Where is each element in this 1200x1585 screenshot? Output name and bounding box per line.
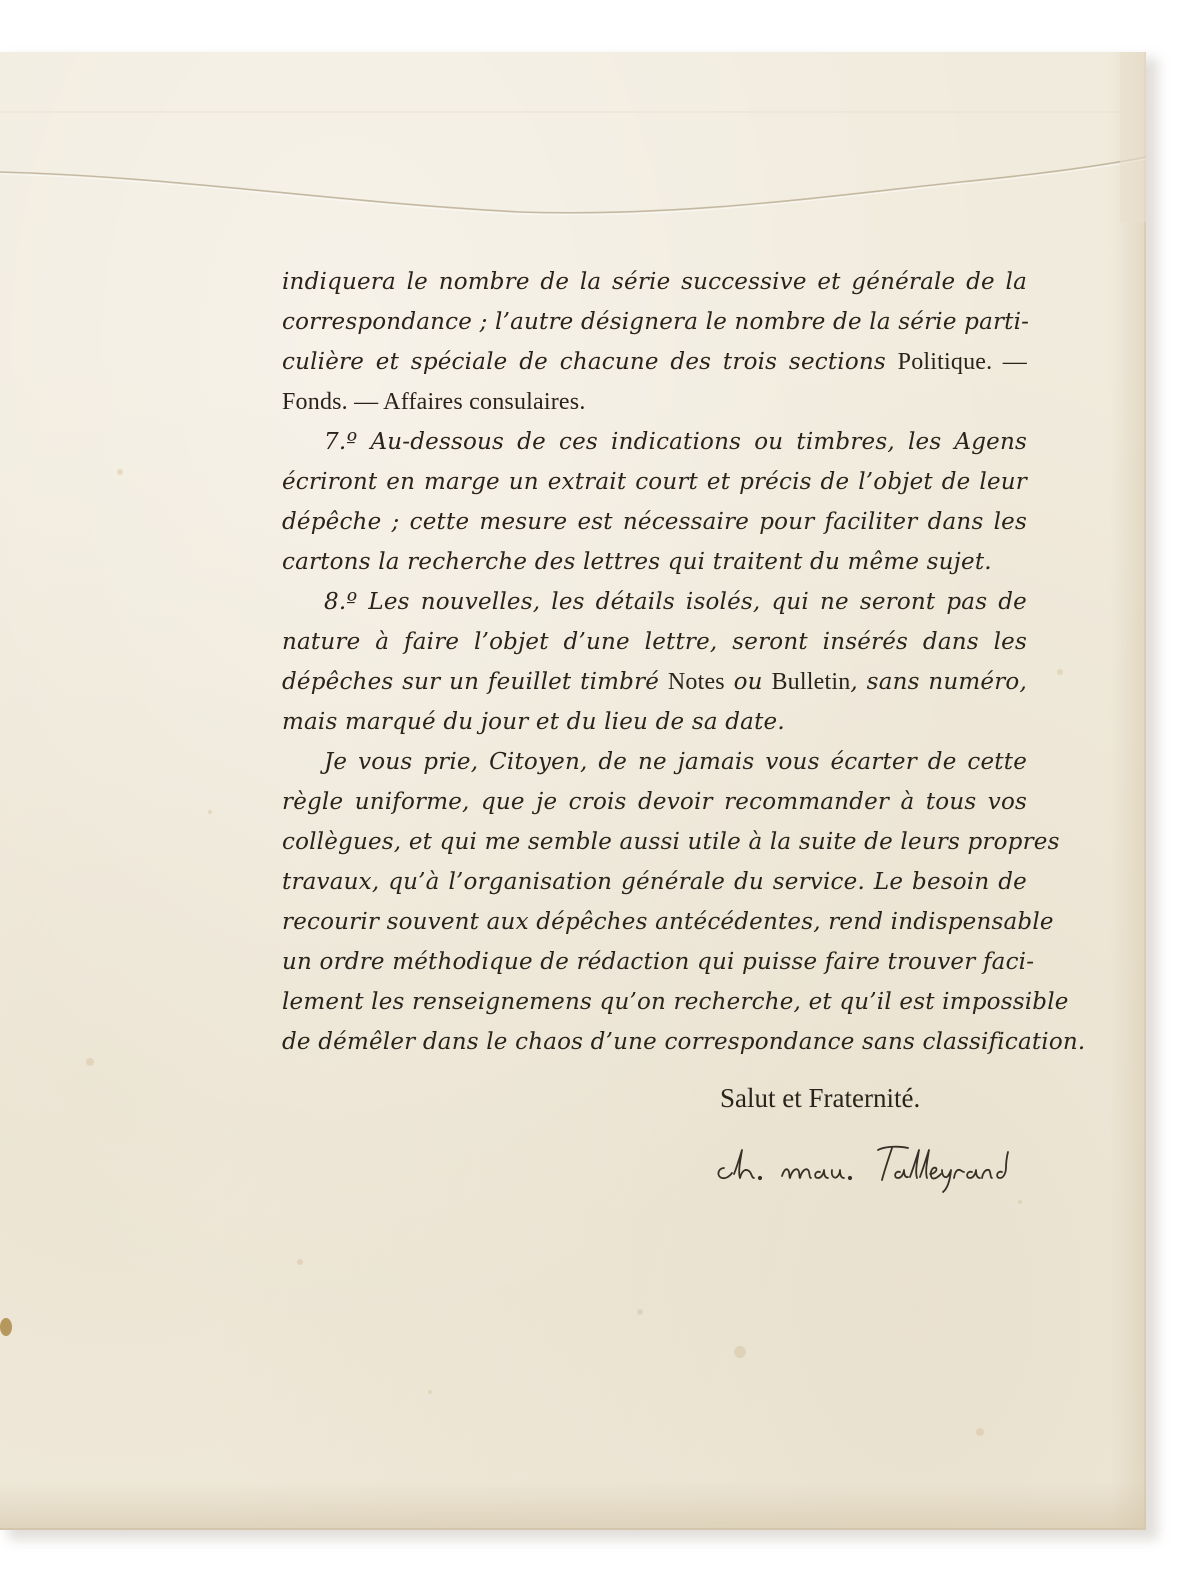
italic-text: règle uniforme, que je crois devoir recommander à tous vos — [282, 789, 1027, 815]
italic-text: dépêches sur un feuillet timbré — [282, 669, 668, 695]
italic-text: cartons la recherche des lettres qui traitent du même sujet. — [282, 549, 992, 575]
italic-text: correspondance ; l’autre désignera le nombre de la série parti- — [282, 309, 1030, 335]
italic-text: de démêler dans le chaos d’une correspondance sans classification. — [282, 1029, 1086, 1055]
italic-text: lement les renseignemens qu’on recherche, et qu’il est impossible — [282, 989, 1069, 1015]
letter-line — [282, 822, 1060, 862]
italic-text: travaux, qu’à l’organisation générale du service. Le besoin de — [282, 869, 1027, 895]
letter-line — [282, 582, 1027, 622]
roman-text: Bulletin — [771, 669, 851, 695]
letter-line — [282, 262, 1027, 302]
italic-text: un ordre méthodique de rédaction qui puisse faire trouver faci- — [282, 949, 1035, 975]
letter-line — [282, 862, 1027, 902]
letter-line — [282, 542, 1027, 582]
roman-text: Notes — [667, 669, 725, 695]
letter-line — [282, 782, 1027, 822]
italic-text: 7.º Au-dessous de ces indications ou timbres, les Agens — [324, 429, 1027, 455]
italic-text: nature à faire l’objet d’une lettre, seront insérés dans les — [282, 629, 1027, 655]
letter-line — [282, 742, 1027, 782]
letter-line — [282, 702, 1027, 742]
letter-line — [282, 382, 1027, 422]
italic-text: collègues, et qui me semble aussi utile à la suite de leurs propres — [282, 829, 1060, 855]
letter-line — [282, 942, 1035, 982]
italic-text: indiquera le nombre de la série successive et générale de la — [282, 269, 1027, 295]
letter-line — [282, 422, 1027, 462]
italic-text: dépêche ; cette mesure est nécessaire pour faciliter dans les — [282, 509, 1027, 535]
italic-text: culière et spéciale de chacune des trois sections — [282, 349, 898, 375]
roman-text: Politique. — — [897, 349, 1027, 375]
closing-salutation: Salut et Fraternité. — [720, 1083, 921, 1113]
letter-line — [282, 1022, 1086, 1062]
italic-text: recourir souvent aux dépêches antécédentes, rend indispensable — [282, 909, 1054, 935]
italic-text: Je vous prie, Citoyen, de ne jamais vous écarter de cette — [324, 749, 1027, 775]
letter-line — [282, 902, 1054, 942]
italic-text: , sans numéro, — [850, 669, 1027, 695]
letter-line — [282, 462, 1027, 502]
italic-text: écriront en marge un extrait court et précis de l’objet de leur — [282, 469, 1027, 495]
letter-line — [282, 302, 1030, 342]
letter-line — [282, 502, 1027, 542]
letter-line — [282, 982, 1069, 1022]
letter-line — [282, 662, 1027, 702]
italic-text: ou — [724, 669, 772, 695]
letter-body — [282, 262, 1086, 1062]
letter-line — [282, 342, 1027, 382]
roman-text: Fonds. — Affaires consulaires. — [282, 389, 586, 415]
letter-line — [282, 622, 1027, 662]
signature-talleyrand — [710, 1128, 1010, 1198]
italic-text: mais marqué du jour et du lieu de sa date. — [282, 709, 785, 735]
italic-text: 8.º Les nouvelles, les détails isolés, qui ne seront pas de — [324, 589, 1027, 615]
